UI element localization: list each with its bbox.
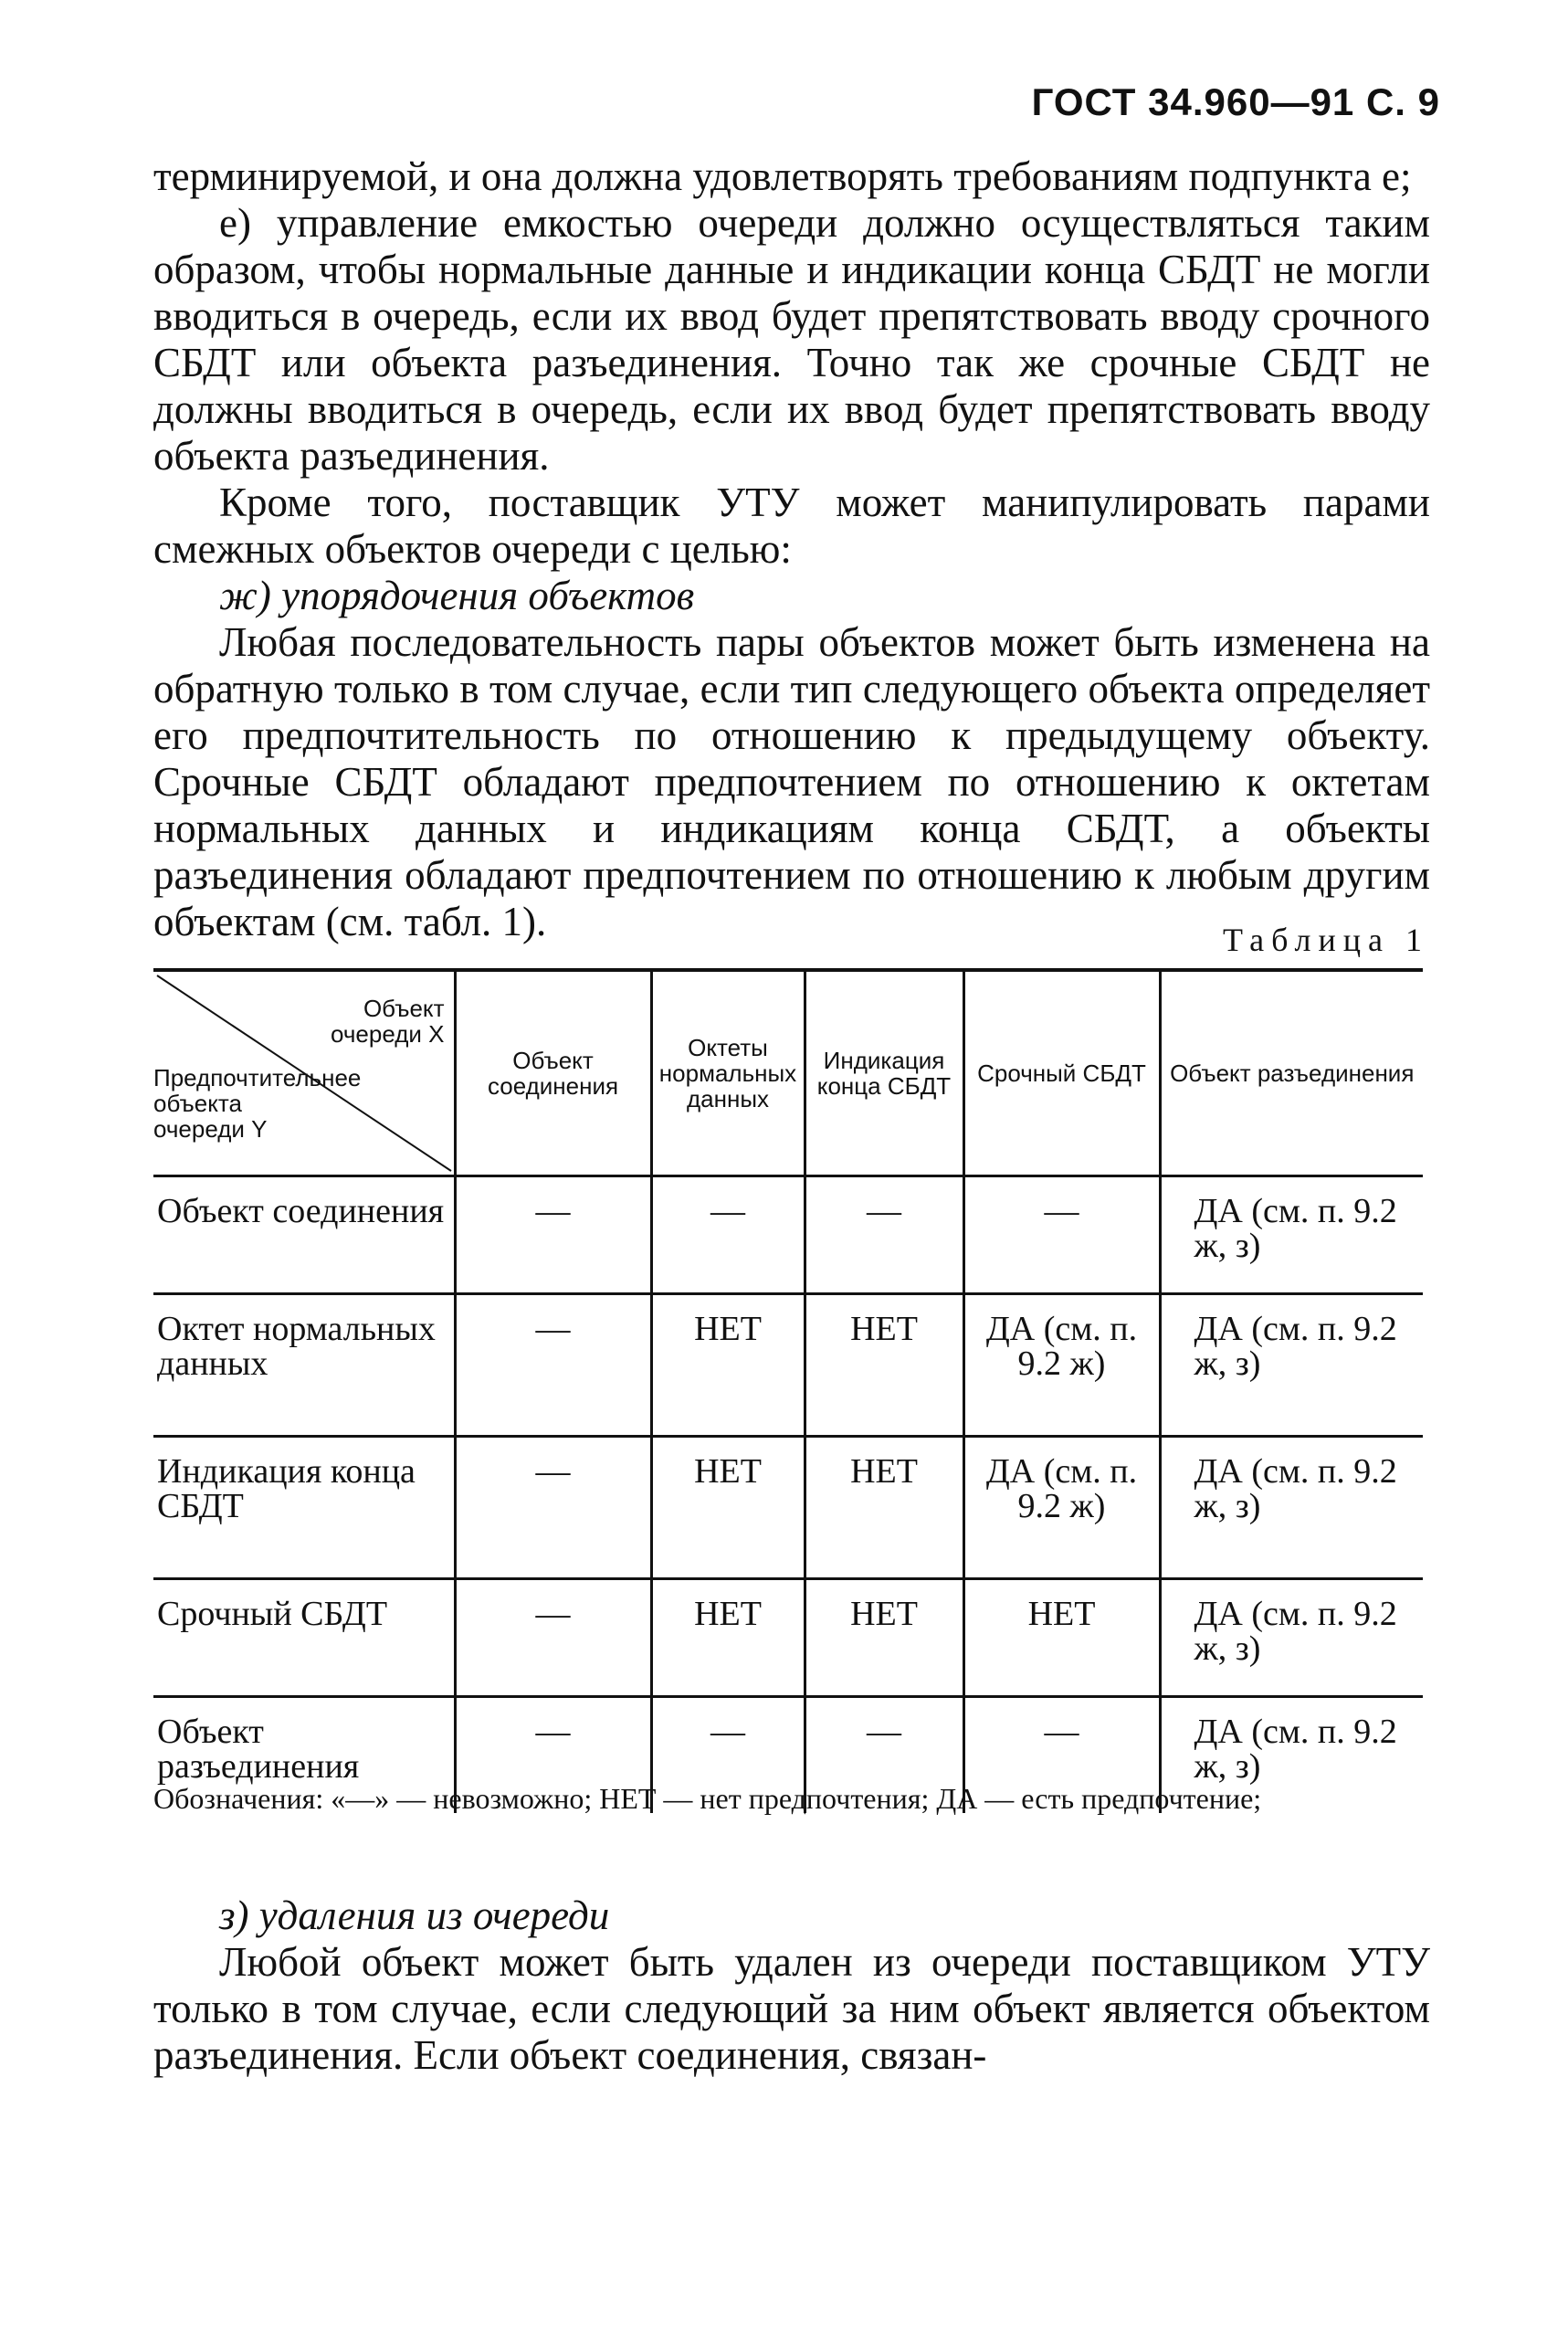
page-header: ГОСТ 34.960—91 С. 9 bbox=[1031, 80, 1440, 123]
column-header: Октеты нормальных данных bbox=[651, 970, 805, 1176]
table-cell: — bbox=[963, 1176, 1160, 1294]
table-row bbox=[153, 1579, 1423, 1697]
table-cell: НЕТ bbox=[805, 1579, 963, 1697]
table-row bbox=[153, 1294, 1423, 1437]
table-row bbox=[153, 1176, 1423, 1294]
table-cell: ДА (см. п. 9.2 ж, з) bbox=[1160, 1176, 1423, 1294]
table-cell: ДА (см. п. 9.2 ж) bbox=[963, 1294, 1160, 1437]
row-header: Объект разъединения bbox=[157, 1713, 360, 1786]
column-header: Объект соединения bbox=[455, 970, 651, 1176]
table-corner-cell bbox=[153, 970, 455, 1176]
row-header: Срочный СБДТ bbox=[153, 1579, 455, 1697]
corner-label-top: Объект очереди X bbox=[330, 995, 445, 1048]
subsection-heading: ж) упорядочения объектов bbox=[219, 573, 695, 618]
paragraph: Любая последовательность пары объектов может быть изменена на обратную только в том случае, если тип следующего объекта определяет его предпочтительность по отношению к предыдущему объекту. Срочные СБДТ обладают предпочтением по отношению к октетам нормальных данных и индикациям конца СБДТ, а объекты разъединения обладают предпочтением по отношению к любым другим объектам (см. табл. 1). bbox=[153, 619, 1430, 944]
column-header: Срочный СБДТ bbox=[963, 970, 1160, 1176]
table-cell: — bbox=[963, 1697, 1160, 1814]
preference-table bbox=[153, 968, 1423, 1813]
table-cell: НЕТ bbox=[805, 1437, 963, 1579]
row-header: Октет нормальных данных bbox=[153, 1294, 455, 1437]
table-cell: ДА (см. п. 9.2 ж) bbox=[963, 1437, 1160, 1579]
table-cell: — bbox=[455, 1697, 651, 1814]
table-cell: — bbox=[455, 1294, 651, 1437]
table-cell: ДА (см. п. 9.2 ж, з) bbox=[1160, 1579, 1423, 1697]
paragraph: Любой объект может быть удален из очереди поставщиком УТУ только в том случае, если следующий за ним объект является объектом разъединения. Если объект соединения, связан- bbox=[153, 1939, 1430, 2078]
table-caption: Таблица 1 bbox=[1223, 922, 1429, 958]
table-legend: Обозначения: «—» — невозможно; НЕТ — нет предпочтения; ДА — есть предпочтение; bbox=[153, 1782, 1262, 1815]
table-cell: ДА (см. п. 9.2 ж, з) bbox=[1160, 1437, 1423, 1579]
table-cell: — bbox=[651, 1697, 805, 1814]
table-cell: НЕТ bbox=[651, 1437, 805, 1579]
corner-label-bottom: Предпочтительнее объекта очереди Y bbox=[153, 1064, 362, 1143]
table-cell: НЕТ bbox=[651, 1579, 805, 1697]
table-cell: — bbox=[455, 1579, 651, 1697]
table-cell: — bbox=[455, 1176, 651, 1294]
table-cell: НЕТ bbox=[805, 1294, 963, 1437]
table-cell: ДА (см. п. 9.2 ж, з) bbox=[1160, 1697, 1423, 1814]
table-header-row bbox=[153, 970, 1423, 1176]
table-cell: — bbox=[805, 1697, 963, 1814]
subsection-heading: з) удаления из очереди bbox=[219, 1892, 610, 1938]
row-header: Объект соединения bbox=[153, 1176, 455, 1294]
column-header: Объект разъединения bbox=[1160, 970, 1423, 1176]
table-cell: НЕТ bbox=[651, 1294, 805, 1437]
body-text-top bbox=[153, 153, 1430, 945]
row-header: Индикация конца СБДТ bbox=[153, 1437, 455, 1579]
table-cell: — bbox=[455, 1437, 651, 1579]
body-text-bottom bbox=[153, 1892, 1430, 2079]
table-cell: — bbox=[651, 1176, 805, 1294]
paragraph: терминируемой, и она должна удовлетворять требованиям подпункта е; bbox=[153, 153, 1412, 199]
table-cell: ДА (см. п. 9.2 ж, з) bbox=[1160, 1294, 1423, 1437]
paragraph: Кроме того, поставщик УТУ может манипулировать парами смежных объектов очереди с целью: bbox=[153, 480, 1430, 572]
table-cell: — bbox=[805, 1176, 963, 1294]
column-header: Индикация конца СБДТ bbox=[805, 970, 963, 1176]
table-cell: НЕТ bbox=[963, 1579, 1160, 1697]
paragraph: е) управление емкостью очереди должно осуществляться таким образом, чтобы нормальные данные и индикации конца СБДТ не могли вводиться в очередь, если их ввод будет препятствовать вводу срочного СБДТ или объекта разъединения. Точно так же срочные СБДТ не должны вводиться в очередь, если их ввод будет препятствовать вводу объекта разъединения. bbox=[153, 200, 1430, 479]
table-row bbox=[153, 1437, 1423, 1579]
